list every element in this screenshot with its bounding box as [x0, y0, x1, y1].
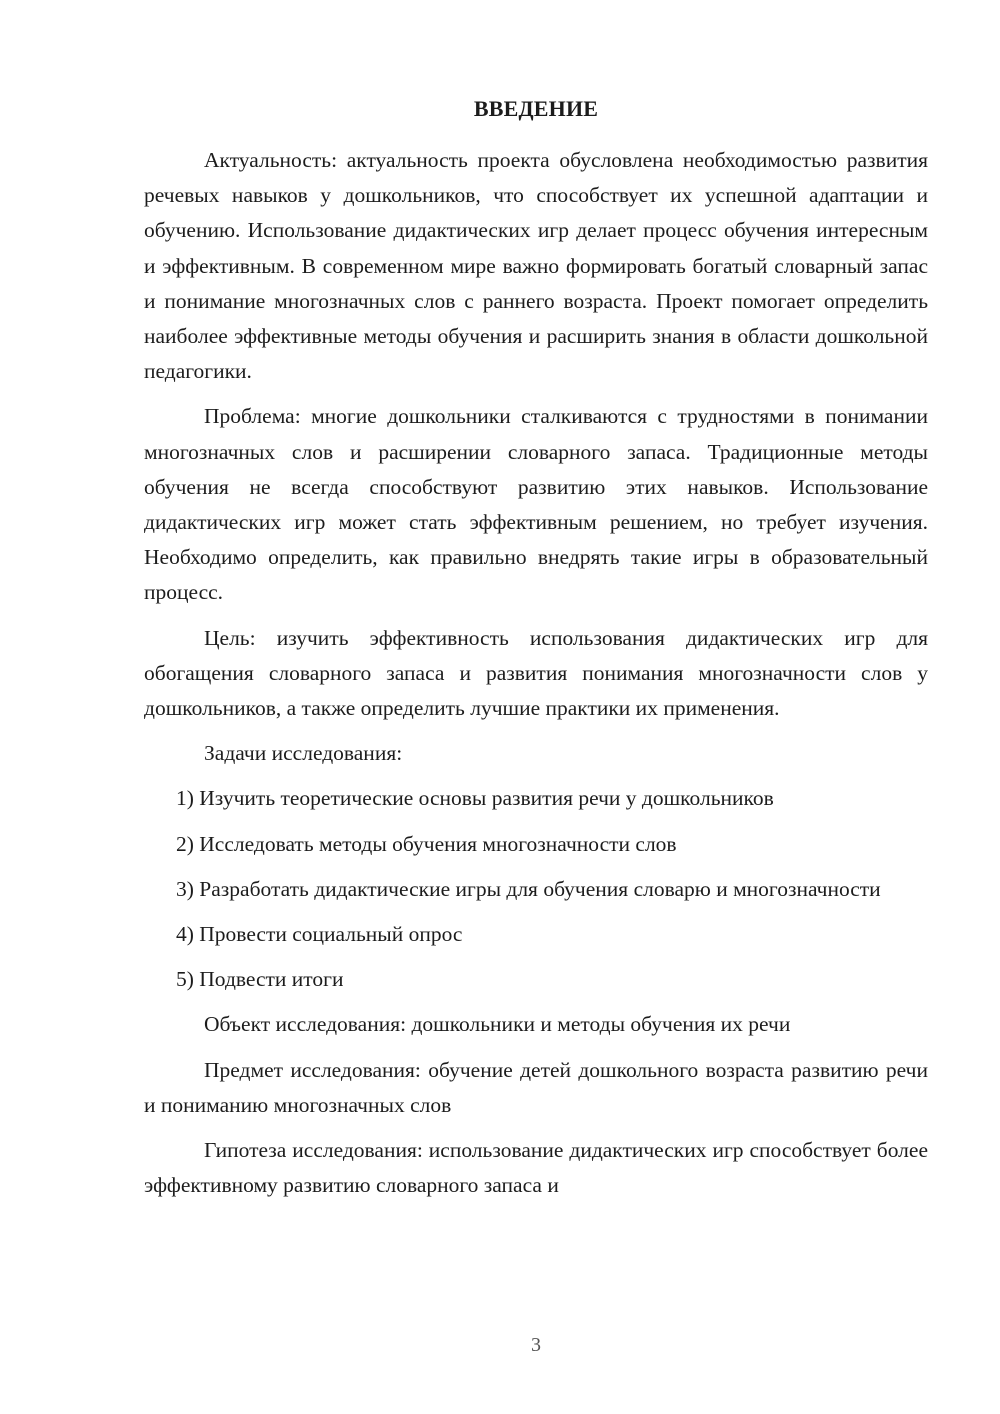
- document-title: ВВЕДЕНИЕ: [473, 96, 599, 121]
- problem-paragraph: Проблема: многие дошкольники сталкиваются с трудностями в понимании многозначных слов и расширении словарного запаса. Традиционные методы обучения не всегда способствуют развитию этих навыков. Использование дидактических игр может стать эффективным решением, но требует изучения. Необходимо определить, как правильно внедрять такие игры в образовательный процесс.: [144, 404, 928, 605]
- hypothesis-paragraph: Гипотеза исследования: использование дидактических игр способствует более эффективному развитию словарного запаса и: [144, 1138, 928, 1198]
- task-item: 4) Провести социальный опрос: [176, 922, 463, 947]
- tasks-heading: Задачи исследования:: [204, 741, 403, 766]
- relevance-paragraph: Актуальность: актуальность проекта обусловлена необходимостью развития речевых навыков у дошкольников, что способствует их успешной адаптации и обучению. Использование дидактических игр делает процесс обучения интересным и эффективным. В современном мире важно формировать богатый словарный запас и понимание многозначных слов с раннего возраста. Проект помогает определить наиболее эффективные методы обучения и расширить знания в области дошкольной педагогики.: [144, 148, 928, 384]
- document-body: [144, 143, 928, 1203]
- subject-paragraph: Предмет исследования: обучение детей дошкольного возраста развитию речи и пониманию многозначных слов: [144, 1057, 928, 1117]
- task-item: 3) Разработать дидактические игры для обучения словарю и многозначности: [176, 876, 881, 901]
- object-paragraph: Объект исследования: дошкольники и методы обучения их речи: [204, 1012, 791, 1037]
- task-item: 5) Подвести итоги: [176, 967, 344, 992]
- task-item: 1) Изучить теоретические основы развития речи у дошкольников: [176, 786, 774, 811]
- goal-paragraph: Цель: изучить эффективность использования дидактических игр для обогащения словарного запаса и развития понимания многозначности слов у дошкольников, а также определить лучшие практики их применения.: [144, 625, 928, 721]
- page-number: 3: [531, 1334, 541, 1356]
- task-item: 2) Исследовать методы обучения многозначности слов: [176, 831, 677, 856]
